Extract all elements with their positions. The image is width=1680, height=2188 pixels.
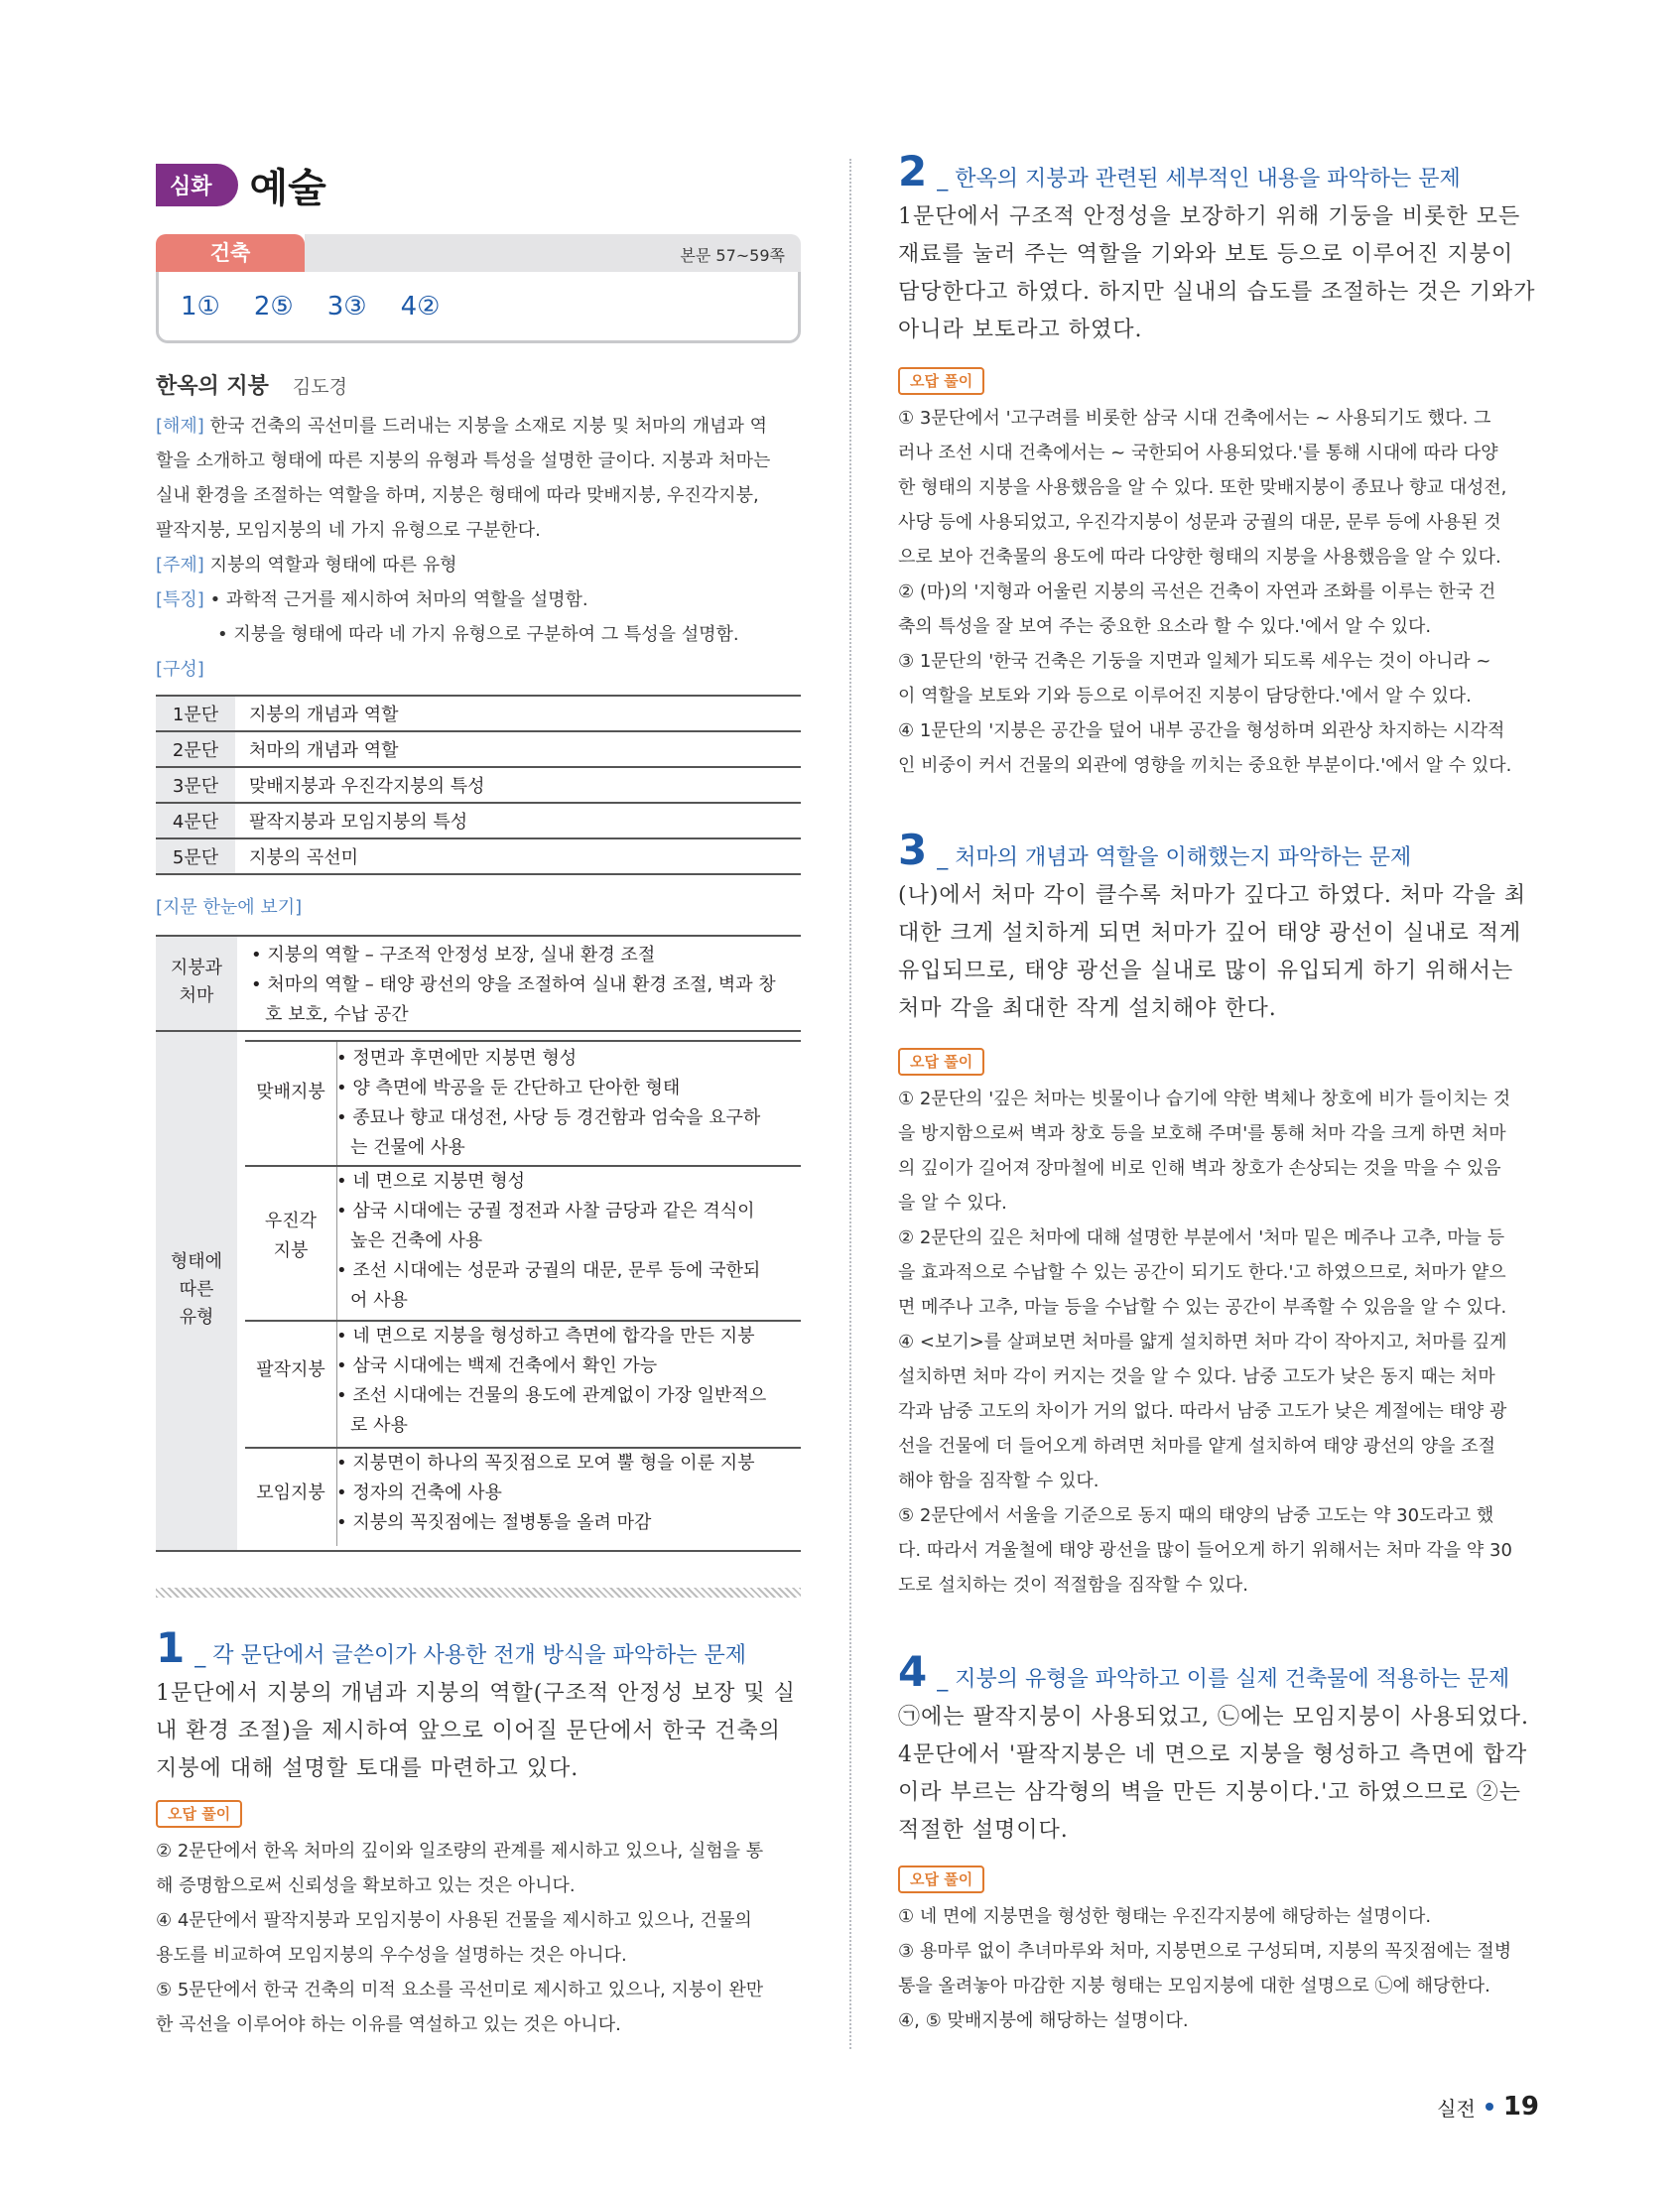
question-4-body: ㉠에는 팔작지붕이 사용되었고, ㉡에는 모임지붕이 사용되었다. 4문단에서 '팔작지붕은 네 면으로 지붕을 형성하고 측면에 합각 이라 부르는 삼각형의 벽을 만든 지붕이다.'고 하였으므로 ②는 적절한 설명이다. (898, 1705, 1530, 1843)
question-3-header (898, 826, 1411, 874)
question-4-header (898, 1647, 1509, 1696)
answer-list (181, 292, 440, 322)
question-number: 4 (898, 1647, 928, 1696)
section-title: 예술 (249, 166, 326, 211)
wrong-answer-badge: 오답 풀이 (898, 1866, 984, 1893)
question-title: _ 한옥의 지붕과 관련된 세부적인 내용을 파악하는 문제 (937, 167, 1461, 192)
passage-title: 한옥의 지붕 김도경 (156, 374, 347, 399)
theme-text: 지붕의 역할과 형태에 따른 유형 (209, 555, 457, 576)
roof-type-row: 모임지붕 • 지붕면이 하나의 꼭짓점으로 모여 뿔 형을 이룬 지붕 • 정자의 건축에 사용 • 지붕의 꼭짓점에는 절병통을 올려 마감 (256, 1453, 755, 1533)
question-2-body: 1문단에서 구조적 안정성을 보장하기 위해 기둥을 비롯한 모든 재료를 눌러 주는 역할을 기와와 보토 등으로 이루어진 지붕이 담당한다고 하였다. 하지만 실내의 습도를 조절하는 것은 기와가 아니라 보토라고 하였다. (898, 204, 1536, 342)
question-1-header (156, 1623, 746, 1672)
structure-table (156, 695, 801, 875)
question-number: 1 (156, 1623, 186, 1672)
roof-type-row: 우진각 지붕 • 네 면으로 지붕면 형성 • 삼국 시대에는 궁궐 정전과 사찰 금당과 같은 격식이 높은 건축에 사용 • 조선 시대에는 성문과 궁궐의 대문, 문루 등에 국한되 어 사용 (264, 1171, 761, 1311)
hatch-divider (156, 1588, 801, 1598)
question-3-notes: ① 2문단의 '깊은 처마는 빗물이나 습기에 약한 벽체나 창호에 비가 들이치는 것 을 방지함으로써 벽과 창호 등을 보호해 주며'를 통해 처마 각을 크게 하면 처마 의 깊이가 길어져 장마철에 비로 인해 벽과 창호가 손상되는 것을 막을 수 있음 을 알 수 있다. ② 2문단의 깊은 처마에 대해 설명한 부분에서 '처마 밑은 메주나 고추, 마늘 등 을 효과적으로 수납할 수 있는 공간이 되기도 한다.'고 하였으므로, 처마가 얕으 면 메주나 고추, 마늘 등을 수납할 수 있는 공간이 부족할 수 있음을 알 수 있다. ④ <보기>를 살펴보면 처마를 얇게 설치하면 처마 각이 작아지고, 처마를 깊게 설치하면 처마 각이 커지는 것을 알 수 있다. 남중 고도가 낮은 동지 때는 처마 각과 남중 고도의 차이가 거의 없다. 따라서 남중 고도가 낮은 계절에는 태양 광 선을 건물에 더 들어오게 하려면 처마를 얕게 설치하여 태양 광선의 양을 조절 해야 함을 짐작할 수 있다. ⑤ 2문단에서 서울을 기준으로 동지 때의 태양의 남중 고도는 약 30도라고 했 다. 따라서 겨울철에 태양 광선을 많이 들어오게 하기 위해서는 처마 각을 약 30 도로 설치하는 것이 적절함을 짐작할 수 있다. (898, 1089, 1512, 1596)
passage-author: 김도경 (292, 376, 347, 398)
question-title: _ 각 문단에서 글쓴이가 사용한 전개 방식을 파악하는 문제 (194, 1643, 746, 1668)
section-badge: 심화 (156, 164, 238, 206)
question-2-notes: ① 3문단에서 '고구려를 비롯한 삼국 시대 건축에서는 ~ 사용되기도 했다. 그 러나 조선 시대 건축에서는 ~ 국한되어 사용되었다.'를 통해 시대에 따라 다양 한 형태의 지붕을 사용했음을 알 수 있다. 또한 맞배지붕이 종묘나 향교 대성전, 사당 등에 사용되었고, 우진각지붕이 성문과 궁궐의 대문, 문루 등에 사용된 것 으로 보아 건축물의 용도에 따라 다양한 형태의 지붕을 사용했음을 알 수 있다. ② (마)의 '지형과 어울린 지붕의 곡선은 건축이 자연과 조화를 이루는 한국 건 축의 특성을 잘 보여 주는 중요한 요소라 할 수 있다.'에서 알 수 있다. ③ 1문단의 '한국 건축은 기둥을 지면과 일체가 되도록 세우는 것이 아니라 ~ 이 역할을 보토와 기와 등으로 이루어진 지붕이 담당한다.'에서 알 수 있다. ④ 1문단의 '지붕은 공간을 덮어 내부 공간을 형성하며 외관상 차지하는 시각적 인 비중이 커서 건물의 외관에 영향을 끼치는 중요한 부분이다.'에서 알 수 있다. (898, 408, 1512, 776)
page-footer (1437, 2092, 1539, 2122)
question-number: 3 (898, 826, 928, 874)
haeje-section: [해제] 한국 건축의 곡선미를 드러내는 지붕을 소재로 지붕 및 처마의 개념과 역 할을 소개하고 형태에 따른 지붕의 유형과 특성을 설명한 글이다. 지붕과 처마는 실내 환경을 조절하는 역할을 하며, 지붕은 형태에 따라 맞배지붕, 우진각지붕, 팔작지붕, 모임지붕의 네 가지 유형으로 구분한다. [주제] 지붕의 역할과 형태에 따른 유형 [특징] • 과학적 근거를 제시하여 처마의 역할을 설명함. • 지붕을 형태에 따라 네 가지 유형으로 구분하여 그 특성을 설명함. [구성] (156, 416, 771, 680)
map-key: 형태에 따른 유형 (156, 1032, 237, 1552)
map-row-roles: • 지붕의 역할 – 구조적 안정성 보장, 실내 환경 조절 • 처마의 역할 – 태양 광선의 양을 조절하여 실내 환경 조절, 벽과 창 호 보호, 수납 공간 (251, 945, 776, 1025)
answer-item: 1① (181, 292, 220, 322)
page-reference: 본문 57~59쪽 (680, 246, 785, 265)
table-row: 1문단 지붕의 개념과 역할 (156, 696, 801, 731)
wrong-answer-badge: 오답 풀이 (898, 1048, 984, 1076)
table-row: 2문단 처마의 개념과 역할 (156, 731, 801, 767)
answer-item: 2⑤ (253, 292, 294, 322)
table-row: 3문단 맞배지붕과 우진각지붕의 특성 (156, 767, 801, 803)
column-divider (849, 159, 851, 2049)
answer-box (156, 234, 801, 343)
page-number: 19 (1502, 2092, 1539, 2122)
question-title: _ 지붕의 유형을 파악하고 이를 실제 건축물에 적용하는 문제 (937, 1667, 1510, 1692)
question-1-notes: ② 2문단에서 한옥 처마의 깊이와 일조량의 관계를 제시하고 있으나, 실험을 통 해 증명함으로써 신뢰성을 확보하고 있는 것은 아니다. ④ 4문단에서 팔작지붕과 모임지붕이 사용된 건물을 제시하고 있으나, 건물의 용도를 비교하여 모임지붕의 우수성을 설명하는 것은 아니다. ⑤ 5문단에서 한국 건축의 미적 요소를 곡선미로 제시하고 있으나, 지붕이 완만 한 곡선을 이루어야 하는 이유를 역설하고 있는 것은 아니다. (156, 1841, 764, 2035)
wrong-answer-badge: 오답 풀이 (898, 367, 984, 395)
map-label: [지문 한눈에 보기] (156, 897, 303, 918)
answer-item: 4② (400, 292, 441, 322)
bullet-dot-icon (1486, 2103, 1493, 2111)
table-row: 5문단 지붕의 곡선미 (156, 838, 801, 874)
question-2-header (898, 147, 1461, 195)
question-1-body: 1문단에서 지붕의 개념과 지붕의 역할(구조적 안정성 보장 및 실 내 환경 조절)을 제시하여 앞으로 이어질 문단에서 한국 건축의 지붕에 대해 설명할 토대를 마련하고 있다. (156, 1681, 796, 1781)
section-header (156, 157, 326, 213)
question-4-notes: ① 네 면에 지붕면을 형성한 형태는 우진각지붕에 해당하는 설명이다. ③ 용마루 없이 추녀마루와 처마, 지붕면으로 구성되며, 지붕의 꼭짓점에는 절병 통을 올려놓아 마감한 지붕 형태는 모임지붕에 대한 설명으로 ㉡에 해당한다. ④, ⑤ 맞배지붕에 해당하는 설명이다. (898, 1906, 1512, 2031)
wrong-answer-badge: 오답 풀이 (156, 1800, 242, 1828)
answer-item: 3③ (326, 292, 367, 322)
question-title: _ 처마의 개념과 역할을 이해했는지 파악하는 문제 (937, 845, 1412, 870)
answer-tab: 건축 (156, 234, 305, 272)
roof-type-row: 맞배지붕 • 정면과 후면에만 지붕면 형성 • 양 측면에 박공을 둔 간단하고 단아한 형태 • 종묘나 향교 대성전, 사당 등 경건함과 엄숙을 요구하 는 건물에 사용 (256, 1048, 761, 1158)
map-key: 지붕과 처마 (156, 935, 237, 1032)
table-row: 4문단 팔작지붕과 모임지붕의 특성 (156, 803, 801, 838)
footer-section: 실전 (1437, 2096, 1476, 2121)
roof-type-row: 팔작지붕 • 네 면으로 지붕을 형성하고 측면에 합각을 만든 지붕 • 삼국 시대에는 백제 건축에서 확인 가능 • 조선 시대에는 건물의 용도에 관계없이 가장 일반적으 로 사용 (256, 1326, 767, 1436)
question-3-body: (나)에서 처마 각이 클수록 처마가 깊다고 하였다. 처마 각을 최 대한 크게 설치하게 되면 처마가 깊어 태양 광선이 실내로 적게 유입되므로, 태양 광선을 실내로 많이 유입되게 하기 위해서는 처마 각을 최대한 작게 설치해야 한다. (898, 883, 1527, 1021)
passage-map (156, 935, 801, 1552)
question-number: 2 (898, 147, 928, 195)
